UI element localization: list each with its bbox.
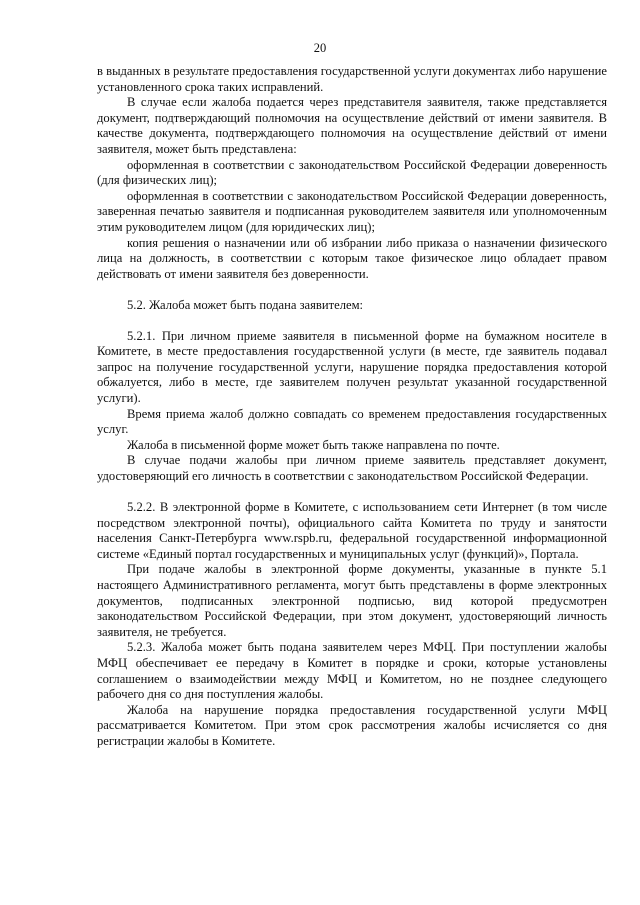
section-heading-5-2: 5.2. Жалоба может быть подана заявителем:: [127, 297, 364, 312]
document-body: [97, 64, 607, 750]
spacer: [97, 282, 607, 297]
paragraph-electronic-documents: При подаче жалобы в электронной форме документы, указанные в пункте 5.1 настоящего Административного регламента, могут быть представлены в форме электронных документов, подписанных электронной подписью, вид которой предусмотрен законодательством Российской Федерации, при этом документ, удостоверяющий личность заявителя, не требуется.: [97, 562, 607, 639]
spacer: [97, 485, 607, 500]
spacer: [97, 313, 607, 328]
paragraph-mail: Жалоба в письменной форме может быть также направлена по почте.: [127, 437, 500, 452]
paragraph-power-of-attorney-individual: оформленная в соответствии с законодательством Российской Федерации доверенность (для физических лиц);: [97, 157, 607, 188]
paragraph-mfc-complaint: Жалоба на нарушение порядка предоставления государственной услуги МФЦ рассматривается Комитетом. При этом срок рассмотрения жалобы исчисляется со дня регистрации жалобы в Комитете.: [97, 702, 607, 748]
paragraph-identity-document: В случае подачи жалобы при личном приеме заявитель представляет документ, удостоверяющий его личность в соответствии с законодательством Российской Федерации.: [97, 453, 607, 484]
paragraph-power-of-attorney-legal: оформленная в соответствии с законодательством Российской Федерации доверенность, заверенная печатью заявителя и подписанная руководителем заявителя или уполномоченным этим руководителем лицом (для юридических лиц);: [97, 188, 607, 234]
paragraph-5-2-3: 5.2.3. Жалоба может быть подана заявителем через МФЦ. При поступлении жалобы МФЦ обеспечивает ее передачу в Комитет в порядке и сроки, которые установлены соглашением о взаимодействии между МФЦ и Комитетом, но не позднее следующего рабочего дня со дня поступления жалобы.: [97, 640, 607, 702]
paragraph-5-2-2: 5.2.2. В электронной форме в Комитете, с использованием сети Интернет (в том числе посредством электронной почты), официального сайта Комитета по труду и занятости населения Санкт-Петербурга www.rspb.ru, федеральной государственной информационной системе «Единый портал государственных и муниципальных услуг (функций)», Портала.: [97, 500, 607, 561]
paragraph-5-2-1: 5.2.1. При личном приеме заявителя в письменной форме на бумажном носителе в Комитете, в месте предоставления государственной услуги (в месте, где заявитель подавал запрос на получение государственной услуги, нарушение порядка предоставления которой обжалуется, либо в месте, где заявителем получен результат указанной государственной услуги).: [97, 328, 607, 406]
paragraph-continuation: в выданных в результате предоставления государственной услуги документах либо нарушение установленного срока таких исправлений.: [97, 64, 607, 94]
paragraph-appointment-decision: копия решения о назначении или об избрании либо приказа о назначении физического лица на должность, в соответствии с которым такое физическое лицо обладает правом действовать от имени заявителя без доверенности.: [97, 235, 607, 281]
paragraph-representative: В случае если жалоба подается через представителя заявителя, также представляется документ, подтверждающий полномочия на осуществление действий от имени заявителя. В качестве документа, подтверждающего полномочия на осуществление действий от имени заявителя, может быть представлена:: [97, 95, 607, 156]
paragraph-reception-time: Время приема жалоб должно совпадать со временем предоставления государственных услуг.: [97, 406, 607, 437]
page-number: 20: [313, 41, 327, 55]
